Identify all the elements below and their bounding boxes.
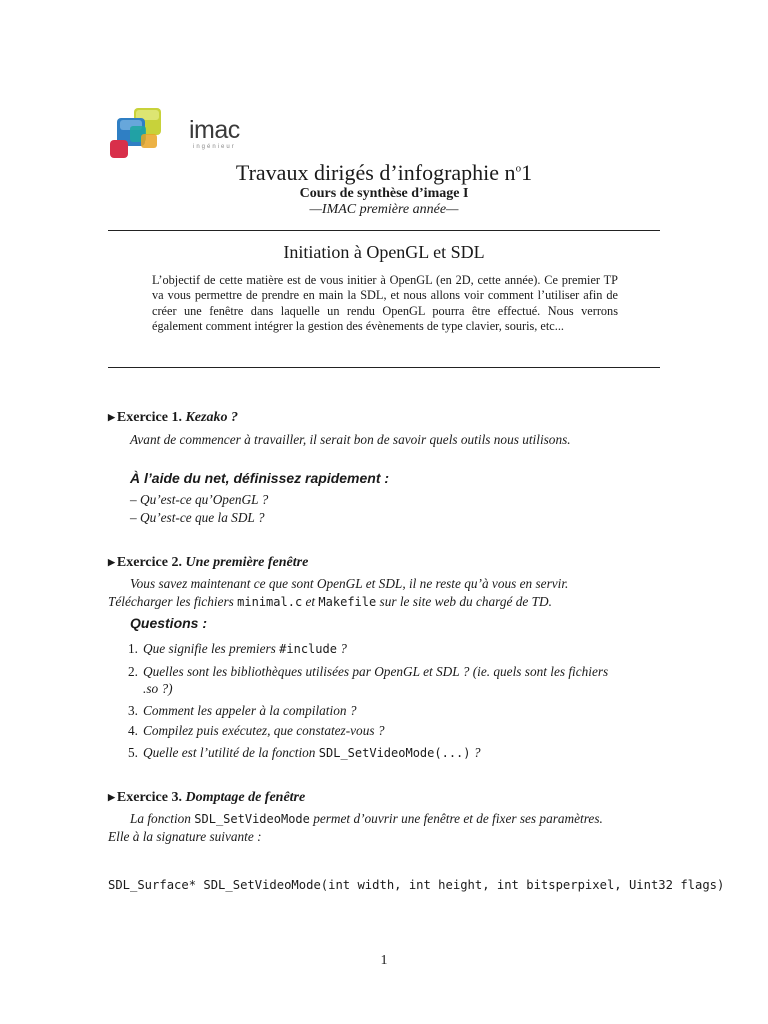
- file-name: minimal.c: [237, 595, 303, 609]
- triangle-bullet-icon: ▶: [108, 792, 115, 802]
- logo-text: imac: [189, 116, 240, 144]
- section-title: Initiation à OpenGL et SDL: [283, 242, 485, 262]
- exercise-3-intro: La fonction SDL_SetVideoMode permet d’ouvrir une fenêtre et de fixer ses paramètres.: [130, 811, 603, 826]
- exercise-2-intro: Vous savez maintenant ce que sont OpenGL et SDL, il ne reste qu’à vous en servir.: [130, 576, 569, 591]
- list-item: 1. Que signifie les premiers #include ?: [128, 641, 347, 656]
- document-title: Travaux dirigés d’infographie $n^o1$: [235, 160, 533, 185]
- exercise-2-download-line: Télécharger les fichiers minimal.c et Makefile sur le site web du chargé de TD.: [108, 594, 552, 609]
- top-divider: [108, 230, 660, 231]
- page-number: 1: [380, 953, 388, 968]
- file-name: Makefile: [318, 595, 377, 609]
- course-year: —IMAC première année—: [309, 202, 459, 217]
- exercise-3-heading: ▶ Exercice 3. Domptage de fenêtre: [108, 790, 306, 805]
- list-item: 3. Comment les appeler à la compilation ?: [128, 703, 357, 718]
- list-item: 4. Compilez puis exécutez, que constatez-vous ?: [128, 723, 385, 738]
- exercise-2-heading: ▶ Exercice 2. Une première fenêtre: [108, 555, 309, 570]
- list-item: 5. Quelle est l’utilité de la fonction SDL_SetVideoMode(...) ?: [128, 745, 481, 760]
- bottom-divider: [108, 367, 660, 368]
- triangle-bullet-icon: ▶: [108, 557, 115, 567]
- abstract: L’objectif de cette matière est de vous initier à OpenGL (en 2D, cette année). Ce premier TP va vous permettre de prendre en main la SDL, et nous allons voir comment l’utiliser afin de créer une fenêtre dans laquelle un rendu OpenGL pourra être effectué. Nous verrons également comment intégrer la gestion des évènements de type clavier, souris, etc...: [152, 273, 618, 333]
- course-subtitle: Cours de synthèse d’image I: [299, 186, 469, 201]
- list-item: – Qu’est-ce qu’OpenGL ?: [130, 492, 269, 507]
- logo-tagline: ingénieur: [193, 144, 236, 150]
- questions-label: Questions :: [130, 615, 208, 631]
- list-item: 2. Quelles sont les bibliothèques utilisées par OpenGL et SDL ? (ie. quels sont les fichiers: [128, 664, 609, 679]
- list-item: – Qu’est-ce que la SDL ?: [130, 510, 265, 525]
- exercise-1-intro: Avant de commencer à travailler, il serait bon de savoir quels outils nous utilisons.: [130, 432, 571, 447]
- function-signature: SDL_Surface* SDL_SetVideoMode(int width, int height, int bitsperpixel, Uint32 flags): [108, 878, 725, 892]
- imac-logo-icon: [108, 104, 166, 162]
- exercise-1-heading: ▶ Exercice 1. Kezako ?: [108, 410, 238, 425]
- triangle-bullet-icon: ▶: [108, 412, 115, 422]
- exercise-1-task-heading: À l’aide du net, définissez rapidement :: [130, 470, 390, 486]
- exercise-3-signature-intro: Elle à la signature suivante :: [108, 829, 262, 844]
- list-item-continued: .so ?): [143, 681, 173, 696]
